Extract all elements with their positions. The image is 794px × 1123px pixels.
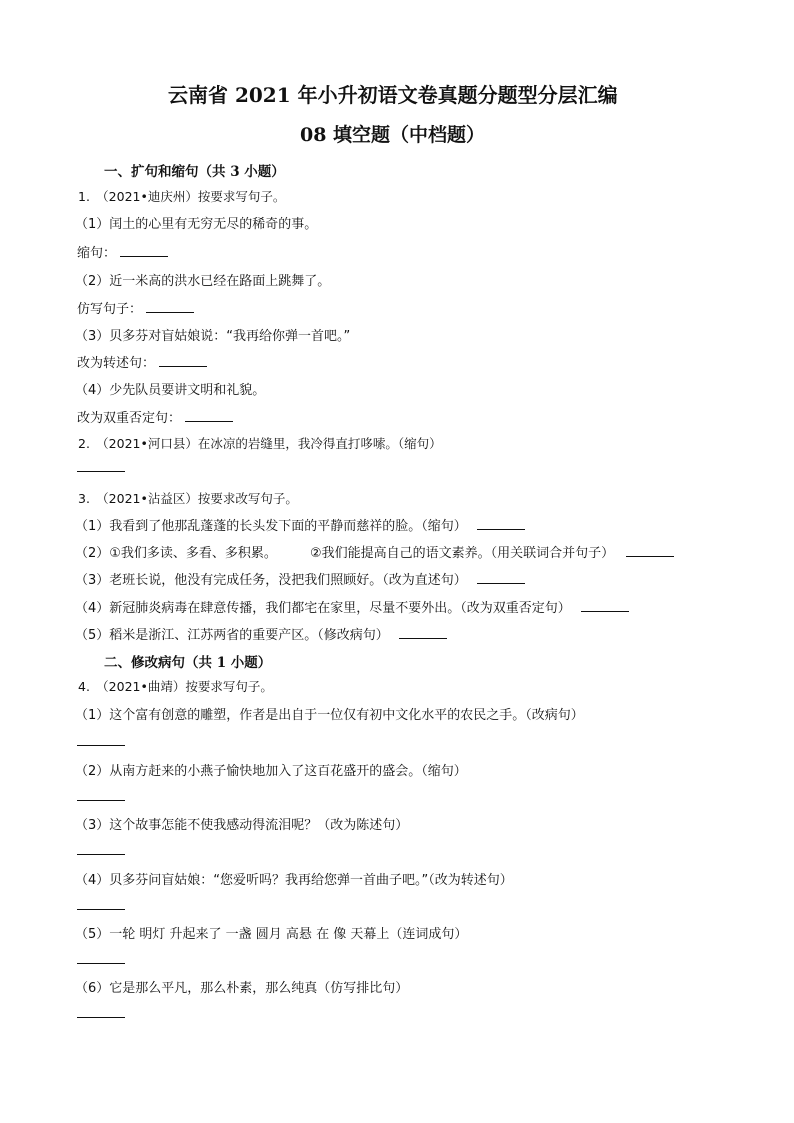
answer-blank[interactable] <box>581 601 629 612</box>
answer-blank[interactable] <box>477 519 525 530</box>
question-1-sub-2: （2）近一米高的洪水已经在路面上跳舞了。 <box>75 274 331 289</box>
answer-blank[interactable] <box>477 573 525 584</box>
question-4-sub-1: （1）这个富有创意的雕塑，作者是出自于一位仅有初中文化水平的农民之手。（改病句） <box>75 708 584 723</box>
answer-blank[interactable] <box>77 800 125 801</box>
page-subtitle: 08 填空题（中档题） <box>300 124 486 146</box>
answer-blank[interactable] <box>120 246 168 257</box>
answer-blank[interactable] <box>159 356 207 367</box>
answer-blank[interactable] <box>77 1017 125 1018</box>
answer-blank[interactable] <box>77 471 125 472</box>
question-1-sub-2-answer-label: 仿写句子： <box>77 298 194 317</box>
answer-blank[interactable] <box>146 302 194 313</box>
answer-blank[interactable] <box>77 909 125 910</box>
page-title: 云南省 2021 年小升初语文卷真题分题型分层汇编 <box>168 83 618 107</box>
question-4-sub-2: （2）从南方赶来的小燕子愉快地加入了这百花盛开的盛会。（缩句） <box>75 764 467 779</box>
section-heading-1: 一、扩句和缩句（共 3 小题） <box>104 164 285 180</box>
question-4-sub-5: （5）一轮 明灯 升起来了 一盏 圆月 高悬 在 像 天幕上（连词成句） <box>75 927 468 942</box>
question-1-sub-1: （1）闰土的心里有无穷无尽的稀奇的事。 <box>75 217 318 232</box>
question-3-sub-4: （4）新冠肺炎病毒在肆意传播，我们都宅在家里，尽量不要外出。（改为双重否定句） <box>75 597 629 616</box>
question-4-sub-6: （6）它是那么平凡，那么朴素，那么纯真（仿写排比句） <box>75 981 409 996</box>
question-3-sub-5: （5）稻米是浙江、江苏两省的重要产区。（修改病句） <box>75 624 447 643</box>
question-3-sub-2: （2）①我们多读、多看、多积累。 ②我们能提高自己的语文素养。（用关联词合并句子） <box>75 542 674 561</box>
question-4-stem: 4. （2021•曲靖）按要求写句子。 <box>78 679 273 694</box>
question-1-sub-4-answer-label: 改为双重否定句： <box>77 407 233 426</box>
answer-blank[interactable] <box>77 854 125 855</box>
answer-blank[interactable] <box>185 411 233 422</box>
question-3-stem: 3. （2021•沾益区）按要求改写句子。 <box>78 491 298 506</box>
question-1-sub-4: （4）少先队员要讲文明和礼貌。 <box>75 383 266 398</box>
question-1-sub-3: （3）贝多芬对盲姑娘说：“我再给你弹一首吧。” <box>75 329 351 344</box>
section-heading-2: 二、修改病句（共 1 小题） <box>104 655 272 671</box>
question-1-sub-1-answer-label: 缩句： <box>77 242 168 261</box>
question-2-stem: 2. （2021•河口县）在冰凉的岩缝里，我冷得直打哆嗦。（缩句） <box>78 436 442 451</box>
question-1-sub-3-answer-label: 改为转述句： <box>77 352 207 371</box>
answer-blank[interactable] <box>77 963 125 964</box>
question-4-sub-3: （3）这个故事怎能不使我感动得流泪呢？（改为陈述句） <box>75 818 409 833</box>
answer-blank[interactable] <box>399 628 447 639</box>
question-3-sub-1: （1）我看到了他那乱蓬蓬的长头发下面的平静而慈祥的脸。（缩句） <box>75 515 525 534</box>
question-1-stem: 1. （2021•迪庆州）按要求写句子。 <box>78 189 286 204</box>
answer-blank[interactable] <box>77 745 125 746</box>
question-3-sub-3: （3）老班长说，他没有完成任务，没把我们照顾好。（改为直述句） <box>75 569 525 588</box>
question-4-sub-4: （4）贝多芬问盲姑娘：“您爱听吗？我再给您弹一首曲子吧。”（改为转述句） <box>75 873 513 888</box>
answer-blank[interactable] <box>626 546 674 557</box>
